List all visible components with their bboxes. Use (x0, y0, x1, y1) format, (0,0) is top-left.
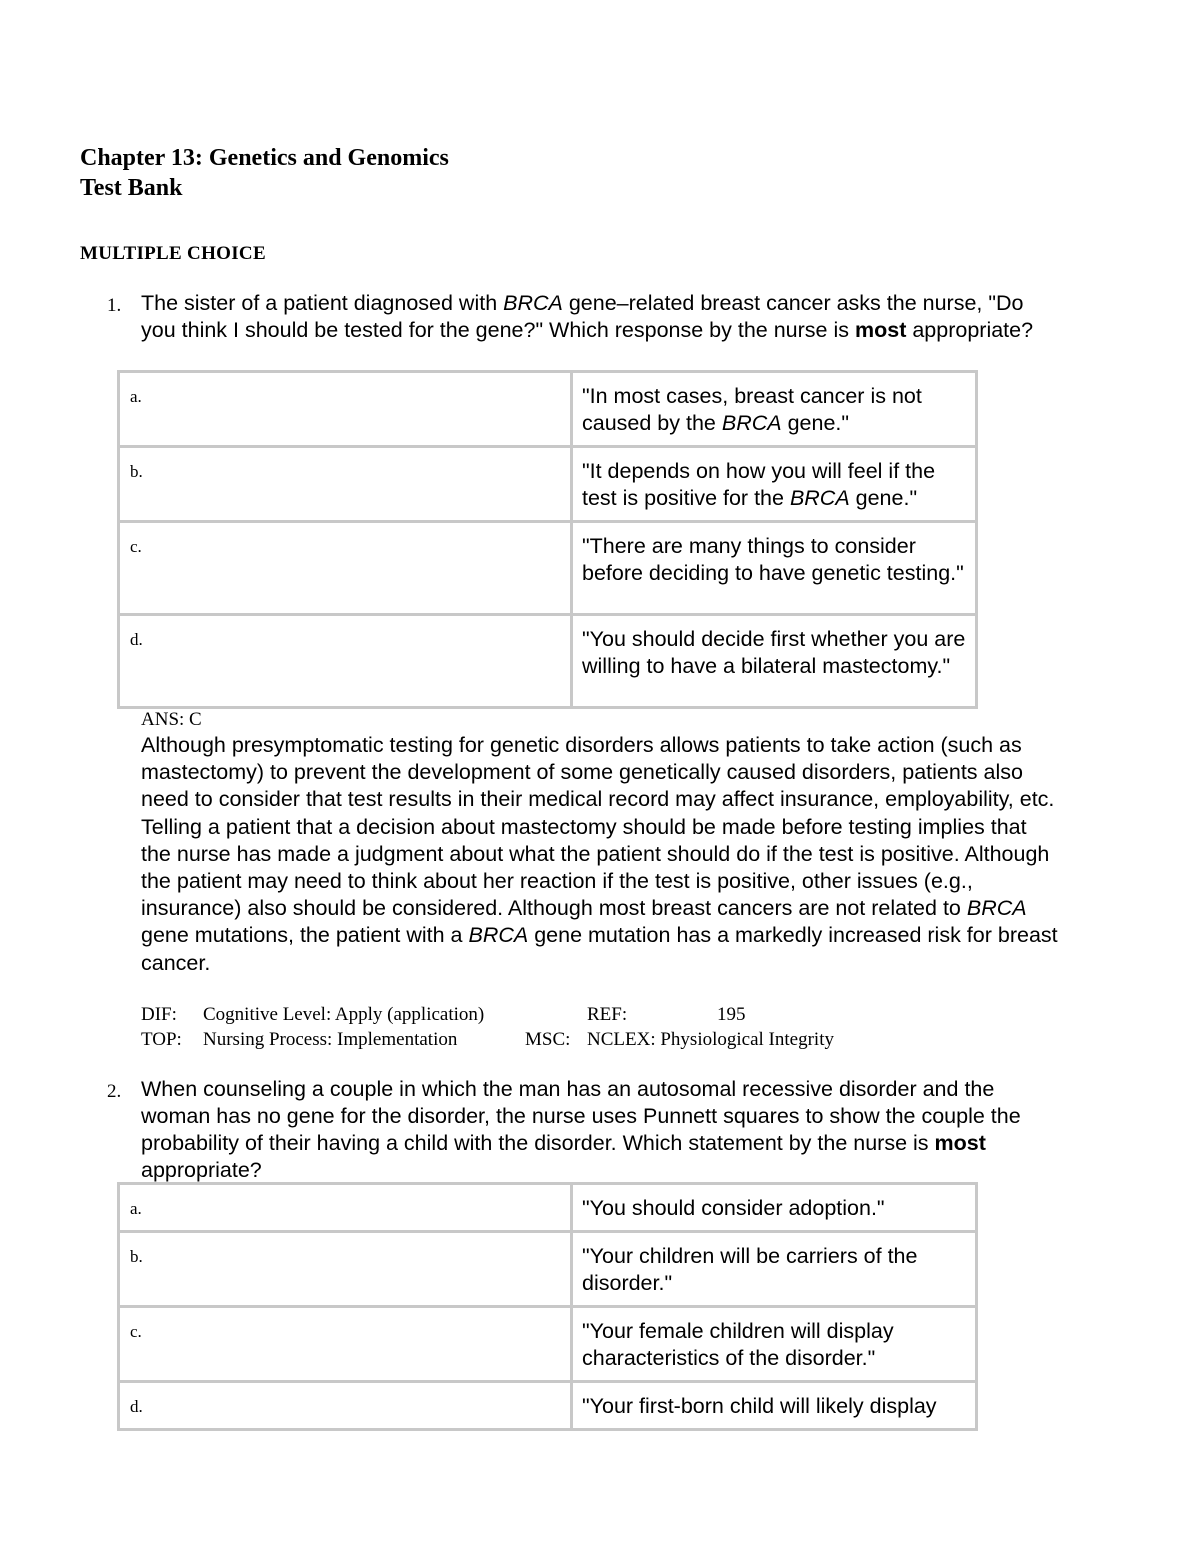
msc-label: MSC: (525, 1029, 571, 1050)
ref-label: REF: (587, 1004, 628, 1025)
rationale: Although presymptomatic testing for genetic disorders allows patients to take action (such as mastectomy) to prevent the development of some genetically caused disorders, patients also need to consider that test results in their medical record may affect insurance, employability, etc. Telling a patient that a decision about mastectomy should be made before testing implies that the nurse has made a judgment about what the patient should do if the test is positive. Although the patient may need to think about her reaction if the test is positive, other issues (e.g., insurance) also should be considered. Although most breast cancers are not related to BRCA gene mutations, the patient with a BRCA gene mutation has a markedly increased risk for breast cancer. (141, 733, 1058, 975)
option-text: "In most cases, breast cancer is not caused by the BRCA gene." (572, 372, 977, 447)
answer-key: ANS: C (141, 709, 202, 730)
options-table (117, 370, 978, 709)
chapter-title: Chapter 13: Genetics and Genomics (80, 145, 449, 171)
top-label: TOP: (141, 1029, 182, 1050)
test-bank-title: Test Bank (80, 175, 183, 201)
option-row[interactable] (119, 1184, 977, 1232)
option-letter: b. (119, 1232, 572, 1307)
option-letter: a. (119, 1184, 572, 1232)
option-row[interactable] (119, 522, 977, 615)
options-table (117, 1182, 978, 1431)
question-number: 1. (107, 295, 122, 316)
dif-value: Cognitive Level: Apply (application) (203, 1004, 485, 1025)
ref-value: 195 (717, 1004, 746, 1025)
dif-label: DIF: (141, 1004, 177, 1025)
msc-value: NCLEX: Physiological Integrity (587, 1029, 834, 1050)
option-text: "Your children will be carriers of the disorder." (572, 1232, 977, 1307)
section-heading: MULTIPLE CHOICE (80, 243, 266, 264)
option-letter: a. (119, 372, 572, 447)
question-number: 2. (107, 1081, 122, 1102)
option-text: "You should decide first whether you are willing to have a bilateral mastectomy." (572, 615, 977, 708)
option-row[interactable] (119, 1232, 977, 1307)
option-row[interactable] (119, 615, 977, 708)
option-row[interactable] (119, 1307, 977, 1382)
option-text: "There are many things to consider before deciding to have genetic testing." (572, 522, 977, 615)
option-row[interactable] (119, 372, 977, 447)
option-letter: d. (119, 615, 572, 708)
option-row[interactable] (119, 447, 977, 522)
option-text: "Your female children will display characteristics of the disorder." (572, 1307, 977, 1382)
option-row[interactable] (119, 1382, 977, 1430)
option-letter: c. (119, 1307, 572, 1382)
option-letter: d. (119, 1382, 572, 1430)
option-letter: c. (119, 522, 572, 615)
option-text: "It depends on how you will feel if the test is positive for the BRCA gene." (572, 447, 977, 522)
document-title (80, 143, 449, 203)
option-text: "Your first-born child will likely display (572, 1382, 977, 1430)
option-text: "You should consider adoption." (572, 1184, 977, 1232)
question-stem: When counseling a couple in which the man has an autosomal recessive disorder and the woman has no gene for the disorder, the nurse uses Punnett squares to show the couple the probability of their having a child with the disorder. Which statement by the nurse is most appropriate? (141, 1077, 1021, 1182)
top-value: Nursing Process: Implementation (203, 1029, 458, 1050)
option-letter: b. (119, 447, 572, 522)
question-stem: The sister of a patient diagnosed with BRCA gene–related breast cancer asks the nurse, "Do you think I should be tested for the gene?" Which response by the nurse is most appropriate? (141, 291, 1034, 342)
